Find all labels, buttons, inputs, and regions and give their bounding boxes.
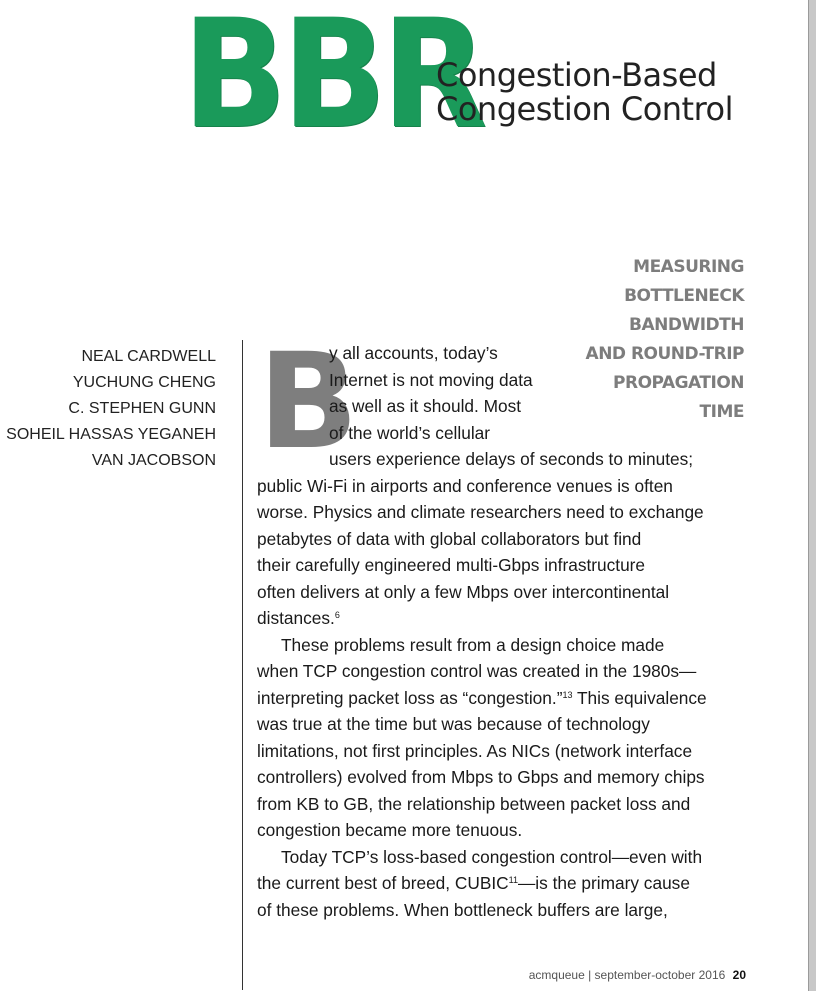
- subtitle: [436, 58, 733, 126]
- tagline-line: PROPAGATION: [613, 373, 744, 393]
- tagline-line: BOTTLENECK: [624, 286, 744, 306]
- body-line: [257, 870, 757, 897]
- body-line: was true at the time but was because of technology: [257, 714, 650, 734]
- drop-cap: B: [258, 325, 355, 479]
- body-line: when TCP congestion control was created in the 1980s—: [257, 661, 697, 681]
- body-text: interpreting packet loss as “congestion.”: [257, 687, 563, 708]
- tagline-line: BANDWIDTH: [629, 315, 744, 335]
- tagline-line: TIME: [699, 402, 744, 422]
- tagline-line: MEASURING: [633, 257, 744, 277]
- reference-superscript: 13: [562, 689, 573, 700]
- tagline-line: AND ROUND-TRIP: [585, 344, 744, 364]
- author-name: YUCHUNG CHENG: [72, 374, 216, 391]
- author-list: [6, 344, 216, 474]
- subtitle-line-1: Congestion-Based: [436, 56, 717, 94]
- body-line: controllers) evolved from Mbps to Gbps and memory chips: [257, 767, 705, 787]
- column-divider: [242, 340, 243, 990]
- subtitle-line-2: Congestion Control: [436, 90, 734, 128]
- body-line: y all accounts, today’s: [329, 343, 498, 363]
- body-line: from KB to GB, the relationship between packet loss and: [257, 793, 691, 814]
- body-line: often delivers at only a few Mbps over intercontinental: [257, 581, 670, 602]
- body-line: their carefully engineered multi-Gbps infrastructure: [257, 555, 646, 575]
- body-line: as well as it should. Most: [329, 396, 522, 416]
- body-line: congestion became more tenuous.: [257, 820, 523, 840]
- body-line: public Wi-Fi in airports and conference venues is often: [257, 475, 673, 496]
- body-line: [257, 685, 757, 712]
- body-line: Today TCP’s loss-based congestion control—even with: [281, 846, 703, 867]
- reference-superscript: 11: [508, 875, 519, 885]
- footer-text: acmqueue | september-october 2016: [528, 968, 726, 982]
- body-line: worse. Physics and climate researchers need to exchange: [257, 502, 704, 522]
- body-line: of the world’s cellular: [329, 422, 491, 443]
- body-line: petabytes of data with global collaborators but find: [257, 528, 642, 549]
- body-text: the current best of breed, CUBIC: [257, 873, 509, 893]
- page-footer: [529, 968, 746, 982]
- page-number: 20: [732, 968, 746, 982]
- author-name: C. STEPHEN GUNN: [68, 400, 216, 417]
- body-line: [257, 605, 757, 632]
- author-name: VAN JACOBSON: [91, 452, 216, 469]
- body-text: This equivalence: [576, 687, 707, 708]
- body-line: Internet is not moving data: [329, 369, 533, 390]
- body-line: of these problems. When bottleneck buffers are large,: [257, 899, 668, 920]
- body-line: users experience delays of seconds to minutes;: [329, 449, 694, 469]
- author-name: SOHEIL HASSAS YEGANEH: [6, 426, 216, 443]
- body-text: distances.: [257, 608, 335, 628]
- body-line: limitations, not first principles. As NICs (network interface: [257, 740, 693, 761]
- body-text: —is the primary cause: [518, 873, 690, 893]
- title-logo: BBR: [182, 0, 483, 162]
- author-name: NEAL CARDWELL: [81, 348, 216, 365]
- reference-superscript: 6: [334, 610, 340, 620]
- body-line: These problems result from a design choice made: [281, 634, 665, 655]
